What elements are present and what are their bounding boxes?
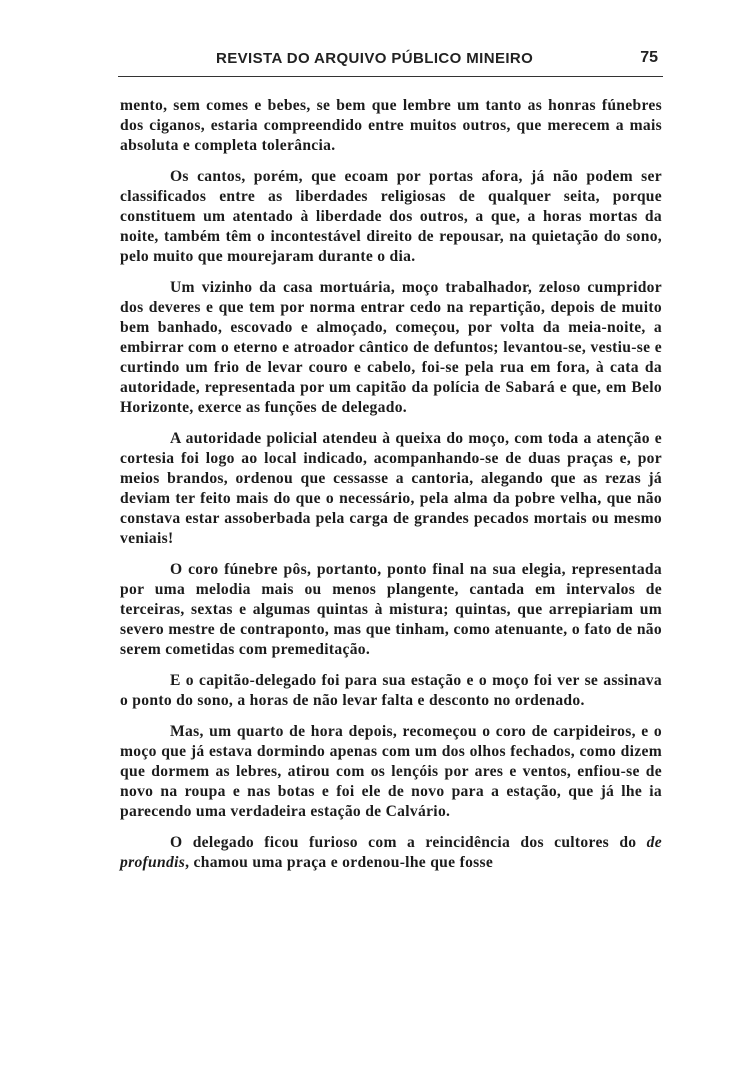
body-text [120,96,662,884]
paragraph-8-start: O delegado ficou furioso com a reincidência dos cultores do [170,834,647,851]
page-number: 75 [640,49,658,66]
paragraph-1: mento, sem comes e bebes, se bem que lembre um tanto as honras fúnebres dos ciganos, estaria compreendido entre muitos outros, que merecem a mais absoluta e completa tolerância. [120,97,662,154]
latin-phrase: de profundis [120,834,662,871]
paragraph-6: E o capitão-delegado foi para sua estação e o moço foi ver se assinava o ponto do sono, a horas de não levar falta e desconto no ordenado. [120,672,662,709]
paragraph-5: O coro fúnebre pôs, portanto, ponto final na sua elegia, representada por uma melodia mais ou menos plangente, cantada em intervalos de terceiras, sextas e algumas quintas à mistura; quintas, que arrepiariam um severo mestre de contraponto, mas que tinham, como atenuante, o fato de não serem cometidas com premeditação. [120,561,662,658]
header-rule [118,76,663,77]
paragraph-3: Um vizinho da casa mortuária, moço trabalhador, zeloso cumpridor dos deveres e que tem por norma entrar cedo na repartição, depois de muito bem banhado, escovado e almoçado, começou, por volta da meia-noite, a embirrar com o eterno e atroador cântico de defuntos; levantou-se, vestiu-se e curtindo um frio de levar couro e cabelo, foi-se pela rua em fora, à cata da autoridade, representada por um capitão da polícia de Sabará e que, em Belo Horizonte, exerce as funções de delegado. [120,279,662,416]
running-title: REVISTA DO ARQUIVO PÚBLICO MINEIRO [216,50,534,67]
page-header [118,50,663,78]
paragraph-4: A autoridade policial atendeu à queixa do moço, com toda a atenção e cortesia foi logo ao local indicado, acompanhando-se de duas praças e, por meios brandos, ordenou que cessasse a cantoria, alegando que as rezas já deviam ter feito mais do que o necessário, pela alma da pobre velha, que não constava estar assoberbada pela carga de grandes pecados mortais ou mesmo veniais! [120,430,662,547]
paragraph-7: Mas, um quarto de hora depois, recomeçou o coro de carpideiros, e o moço que já estava dormindo apenas com um dos olhos fechados, como dizem que dormem as lebres, atirou com os lençóis por ares e ventos, enfiou-se de novo na roupa e nas botas e foi ele de novo para a estação, que já lhe ia parecendo uma verdadeira estação de Calvário. [120,723,662,820]
paragraph-8-end: , chamou uma praça e ordenou-lhe que fosse [185,854,494,871]
paragraph-8 [120,833,662,873]
paragraph-2: Os cantos, porém, que ecoam por portas afora, já não podem ser classificados entre as liberdades religiosas de qualquer seita, porque constituem um atentado à liberdade dos outros, a que, a horas mortas da noite, também têm o incontestável direito de repousar, na quietação do sono, pelo muito que mourejaram durante o dia. [120,168,662,265]
